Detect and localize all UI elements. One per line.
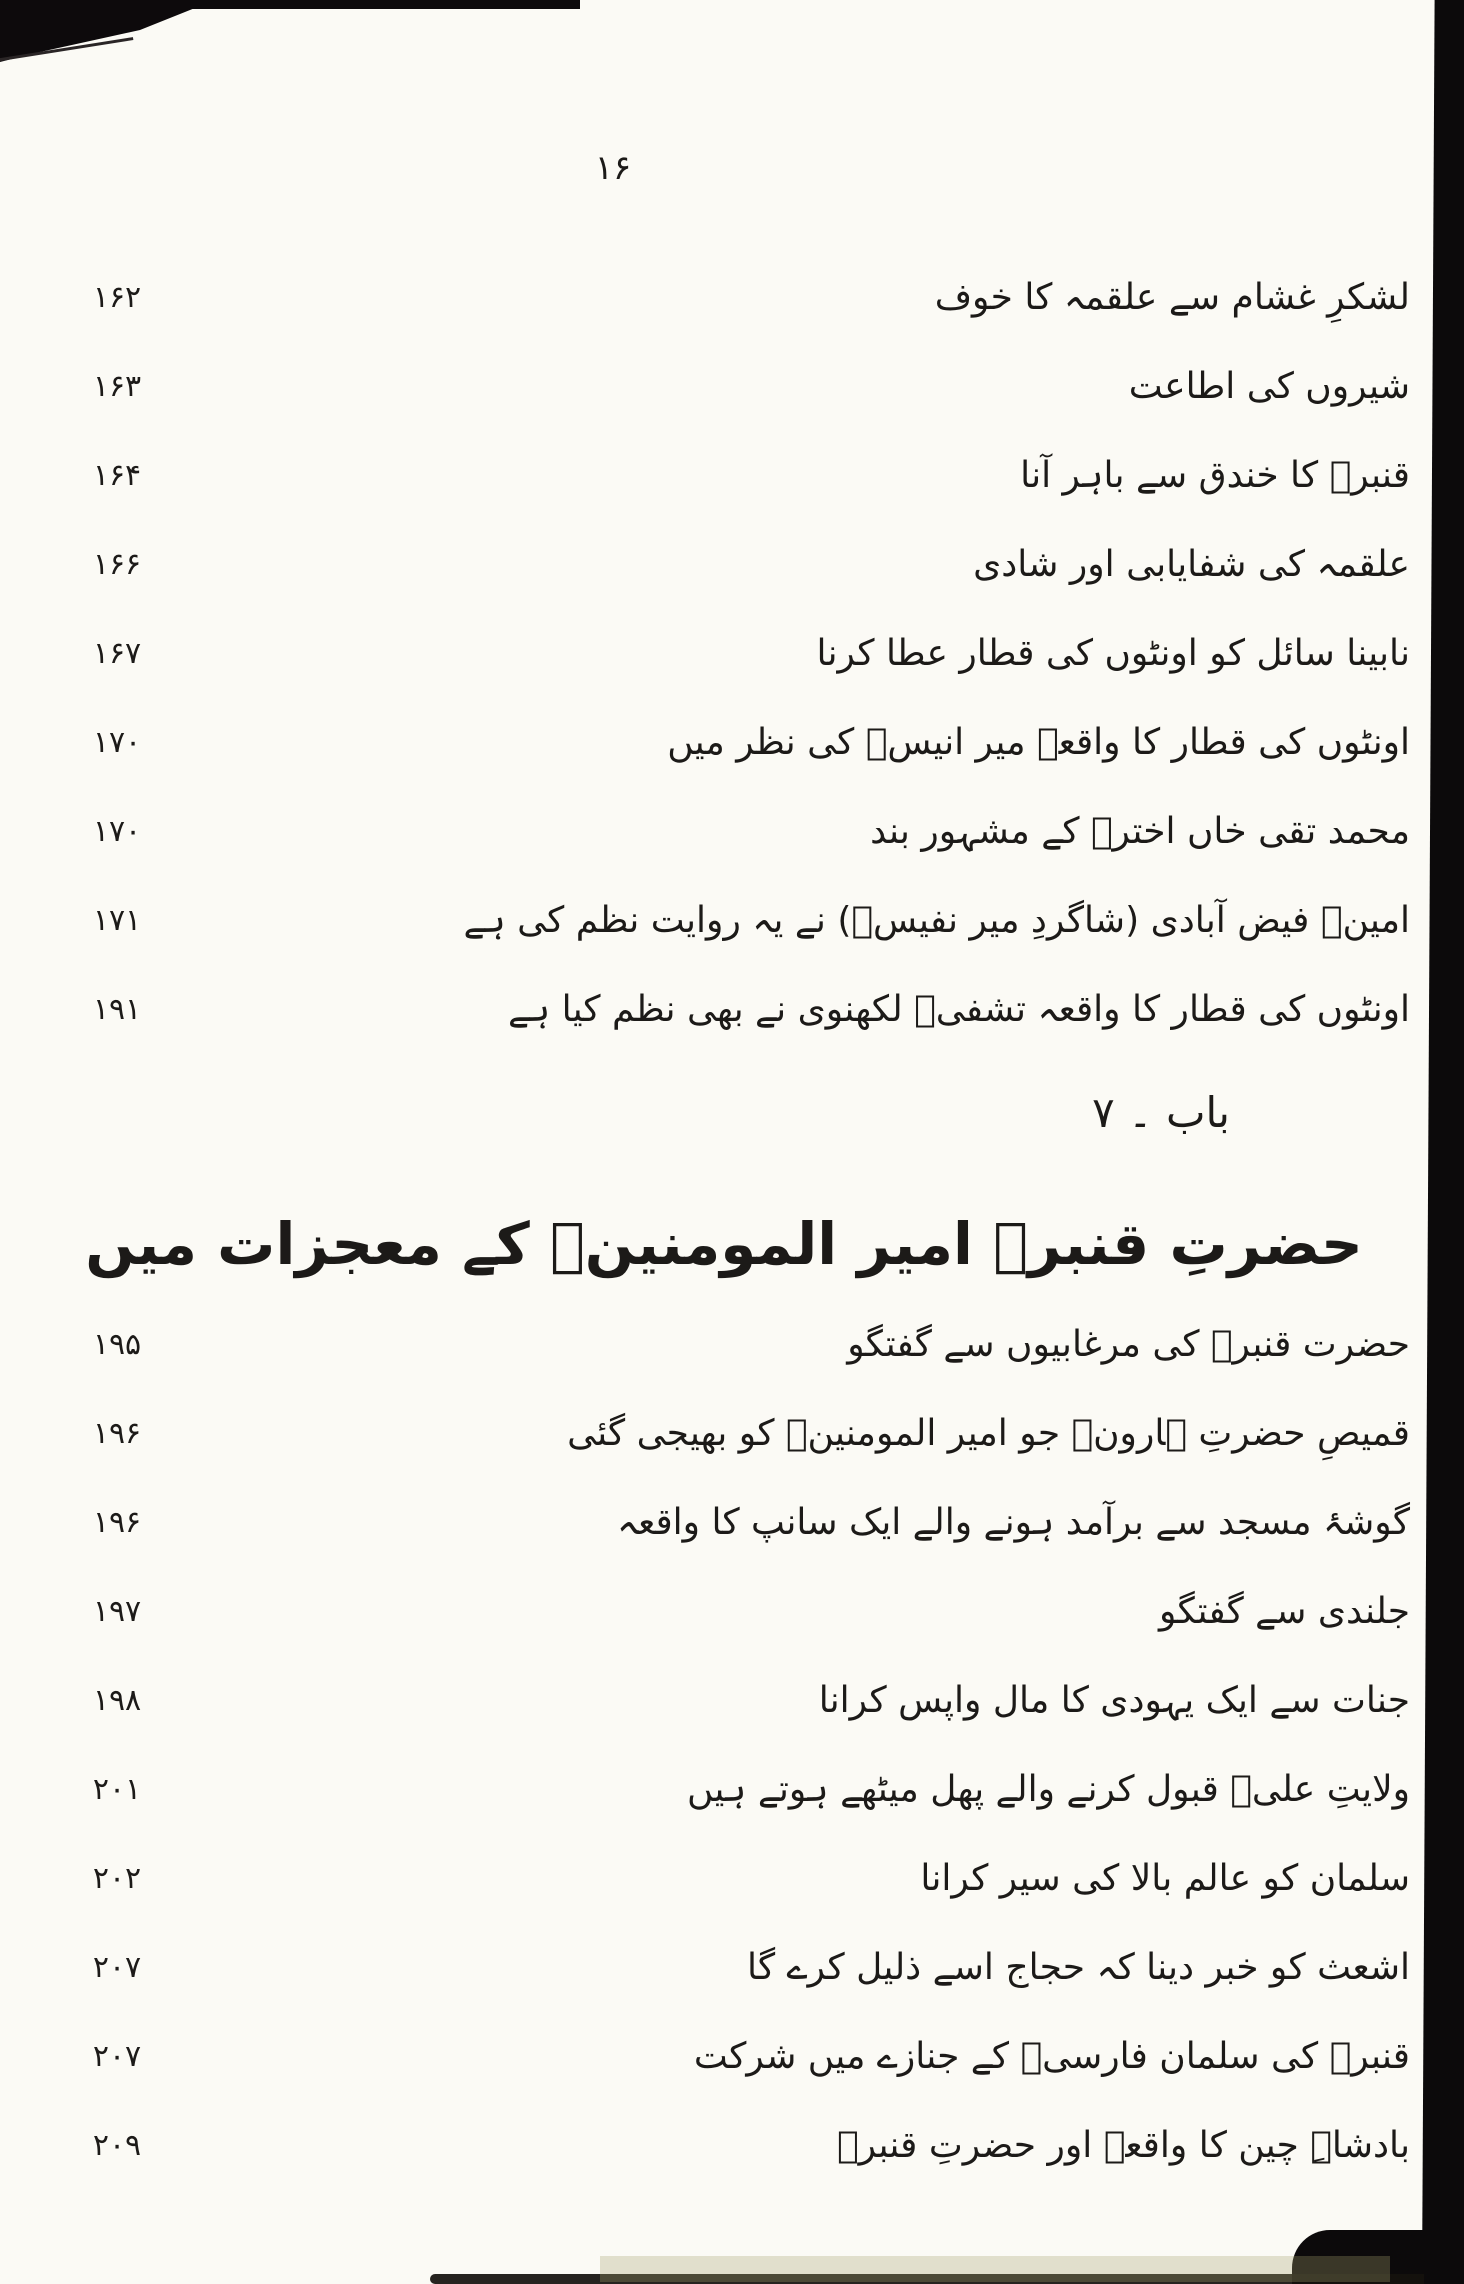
toc-entry-page-number: ۲۰۲	[92, 1861, 142, 1896]
toc-row	[0, 1567, 1464, 1656]
toc-entry-title: بادشاہِ چین کا واقعہ اور حضرتِ قنبرؑ	[836, 2125, 1410, 2166]
toc-entry-title: شیروں کی اطاعت	[1128, 366, 1410, 407]
toc-entry-page-number: ۱۶۶	[92, 547, 142, 582]
toc-section-chapter-6-tail	[0, 253, 1464, 1054]
toc-entry-page-number: ۱۹۵	[92, 1327, 142, 1362]
toc-entry-page-number: ۱۶۲	[92, 280, 142, 315]
folio-page-number: ۱۶	[594, 148, 632, 188]
toc-entry-title: سلمان کو عالم بالا کی سیر کرانا	[920, 1858, 1410, 1899]
toc-entry-page-number: ۱۹۶	[92, 1505, 142, 1540]
toc-row	[0, 965, 1464, 1054]
toc-entry-title: قنبرؑ کا خندق سے باہر آنا	[1020, 455, 1410, 496]
toc-row	[0, 2012, 1464, 2101]
toc-entry-page-number: ۱۷۱	[92, 903, 142, 938]
toc-entry-title: گوشۂ مسجد سے برآمد ہونے والے ایک سانپ کا واقعہ	[616, 1502, 1410, 1543]
toc-entry-title: قمیصِ حضرتِ ہارونؑ جو امیر المومنینؑ کو بھیجی گئی	[567, 1413, 1410, 1454]
toc-row	[0, 698, 1464, 787]
toc-entry-title: امینؔ فیض آبادی (شاگردِ میر نفیسؔ) نے یہ روایت نظم کی ہے	[463, 900, 1410, 941]
toc-row	[0, 1300, 1464, 1389]
toc-row	[0, 1656, 1464, 1745]
toc-entry-page-number: ۱۷۰	[92, 814, 142, 849]
toc-entry-title: اونٹوں کی قطار کا واقعہ تشفیؔ لکھنوی نے بھی نظم کیا ہے	[507, 989, 1410, 1030]
toc-entry-title: نابینا سائل کو اونٹوں کی قطار عطا کرنا	[816, 633, 1410, 674]
toc-entry-page-number: ۱۹۶	[92, 1416, 142, 1451]
toc-entry-page-number: ۲۰۷	[92, 2039, 142, 2074]
toc-entry-title: اشعث کو خبر دینا کہ حجاج اسے ذلیل کرے گا	[747, 1947, 1410, 1988]
toc-row	[0, 253, 1464, 342]
toc-row	[0, 1389, 1464, 1478]
toc-entry-title: حضرت قنبرؑ کی مرغابیوں سے گفتگو	[847, 1324, 1410, 1365]
toc-entry-page-number: ۱۶۷	[92, 636, 142, 671]
toc-row	[0, 876, 1464, 965]
toc-entry-title: محمد تقی خاں اخترؔ کے مشہور بند	[870, 811, 1410, 852]
toc-row	[0, 431, 1464, 520]
toc-row	[0, 520, 1464, 609]
chapter-title-heading: حضرتِ قنبرؑ امیر المومنینؑ کے معجزات میں	[85, 1210, 1363, 1278]
toc-entry-title: جلندی سے گفتگو	[1159, 1591, 1410, 1632]
toc-row	[0, 1834, 1464, 1923]
toc-section-chapter-7	[0, 1300, 1464, 2190]
toc-entry-page-number: ۱۶۳	[92, 369, 142, 404]
toc-entry-title: قنبرؑ کی سلمان فارسیؑ کے جنازے میں شرکت	[693, 2036, 1410, 2077]
toc-row	[0, 1478, 1464, 1567]
toc-entry-title: اونٹوں کی قطار کا واقعہ میر انیسؔ کی نظر میں	[667, 722, 1410, 763]
toc-entry-title: لشکرِ غشام سے علقمہ کا خوف	[934, 277, 1410, 318]
toc-entry-title: ولایتِ علیؑ قبول کرنے والے پھل میٹھے ہوتے ہیں	[687, 1769, 1410, 1810]
toc-entry-page-number: ۱۶۴	[92, 458, 142, 493]
toc-entry-title: علقمہ کی شفایابی اور شادی	[973, 544, 1410, 585]
toc-entry-page-number: ۱۷۰	[92, 725, 142, 760]
chapter-number-label: باب ۔ ۷	[1092, 1088, 1230, 1137]
toc-entry-page-number: ۲۰۹	[92, 2128, 142, 2163]
toc-entry-page-number: ۱۹۱	[92, 992, 142, 1027]
toc-row	[0, 1745, 1464, 1834]
toc-row	[0, 787, 1464, 876]
toc-row	[0, 2101, 1464, 2190]
toc-entry-page-number: ۱۹۷	[92, 1594, 142, 1629]
toc-entry-page-number: ۲۰۷	[92, 1950, 142, 1985]
toc-entry-page-number: ۲۰۱	[92, 1772, 142, 1807]
toc-entry-title: جنات سے ایک یہودی کا مال واپس کرانا	[818, 1680, 1410, 1721]
toc-row	[0, 609, 1464, 698]
toc-entry-page-number: ۱۹۸	[92, 1683, 142, 1718]
scan-tint-bottom	[600, 2256, 1390, 2282]
toc-row	[0, 342, 1464, 431]
toc-row	[0, 1923, 1464, 2012]
